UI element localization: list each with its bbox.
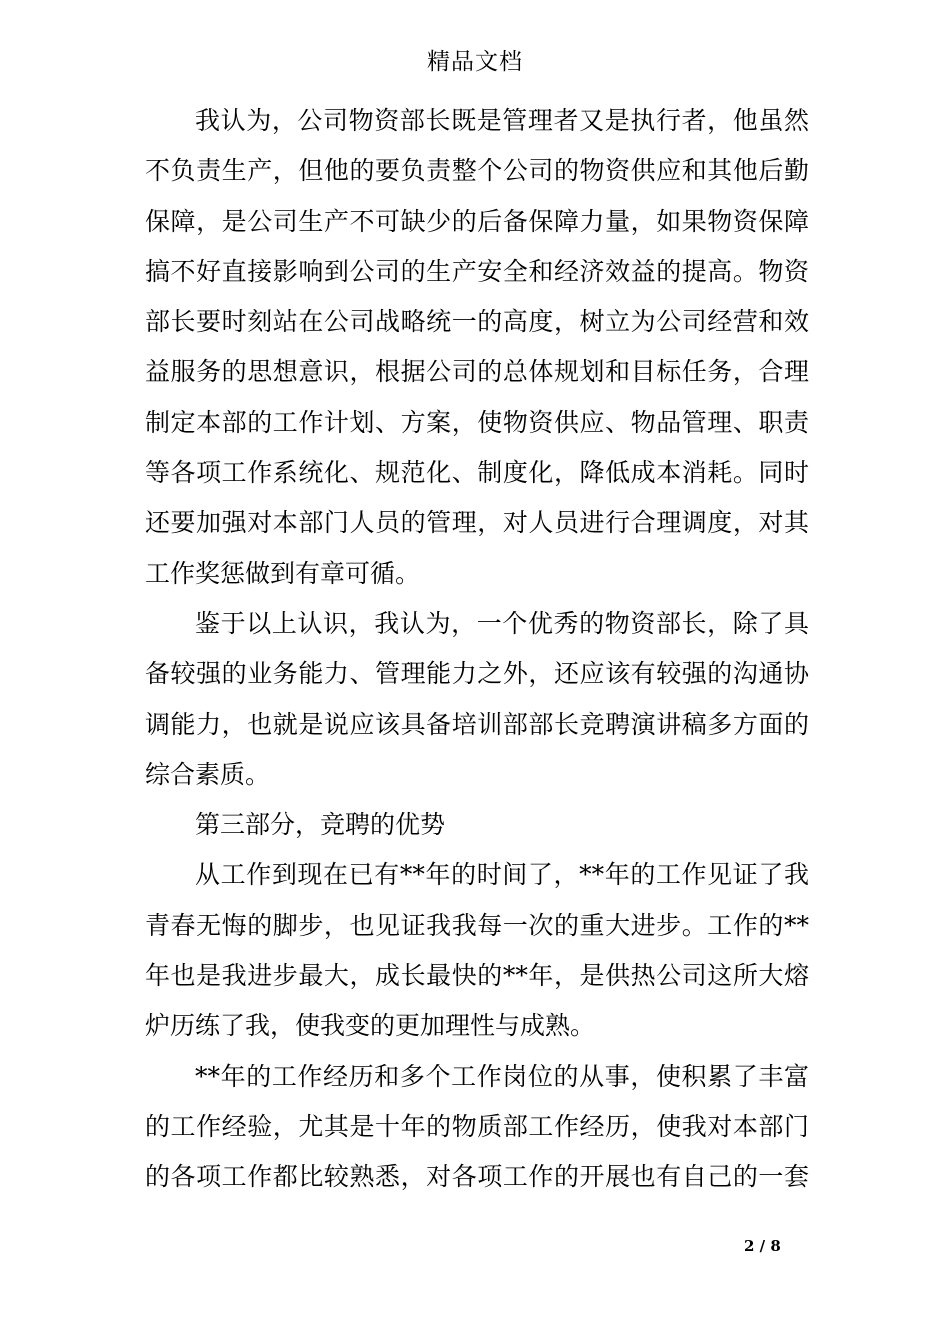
paragraph-line: 炉历练了我，使我变的更加理性与成熟。 — [145, 1011, 596, 1041]
section-heading: 第三部分，竞聘的优势 — [195, 810, 446, 840]
paragraph-line: 搞不好直接影响到公司的生产安全和经济效益的提高。物资 — [145, 256, 809, 286]
paragraph-line: 我认为，公司物资部长既是管理者又是执行者，他虽然 — [195, 106, 809, 135]
paragraph-line: 还要加强对本部门人员的管理，对人员进行合理调度，对其 — [145, 508, 809, 538]
document-body — [145, 96, 809, 1203]
paragraph-line: 综合素质。 — [145, 759, 271, 789]
page-number: 2 / 8 — [744, 1237, 781, 1255]
paragraph-line: 调能力，也就是说应该具备培训部部长竞聘演讲稿多方面的 — [145, 709, 809, 739]
paragraph-line: 制定本部的工作计划、方案，使物资供应、物品管理、职责 — [145, 407, 809, 437]
paragraph-line: 从工作到现在已有**年的时间了，**年的工作见证了我 — [195, 860, 809, 890]
paragraph-line: **年的工作经历和多个工作岗位的从事，使积累了丰富 — [195, 1061, 809, 1091]
paragraph-line: 的工作经验，尤其是十年的物质部工作经历，使我对本部门 — [145, 1111, 809, 1141]
paragraph-line: 的各项工作都比较熟悉，对各项工作的开展也有自己的一套 — [145, 1162, 809, 1192]
paragraph-line: 鉴于以上认识，我认为，一个优秀的物资部长，除了具 — [195, 608, 809, 638]
paragraph-line: 保障，是公司生产不可缺少的后备保障力量，如果物资保障 — [145, 206, 809, 236]
paragraph-line: 工作奖惩做到有章可循。 — [145, 558, 421, 588]
paragraph-line: 不负责生产，但他的要负责整个公司的物资供应和其他后勤 — [145, 156, 809, 186]
paragraph-line: 部长要时刻站在公司战略统一的高度，树立为公司经营和效 — [145, 307, 809, 337]
page-header-title: 精品文档 — [427, 49, 523, 75]
paragraph-line: 等各项工作系统化、规范化、制度化，降低成本消耗。同时 — [145, 458, 809, 488]
paragraph-line: 年也是我进步最大，成长最快的**年，是供热公司这所大熔 — [145, 961, 809, 991]
paragraph-line: 益服务的思想意识，根据公司的总体规划和目标任务，合理 — [145, 357, 809, 387]
paragraph-line: 备较强的业务能力、管理能力之外，还应该有较强的沟通协 — [145, 659, 809, 689]
paragraph-line: 青春无悔的脚步，也见证我我每一次的重大进步。工作的** — [145, 910, 809, 940]
